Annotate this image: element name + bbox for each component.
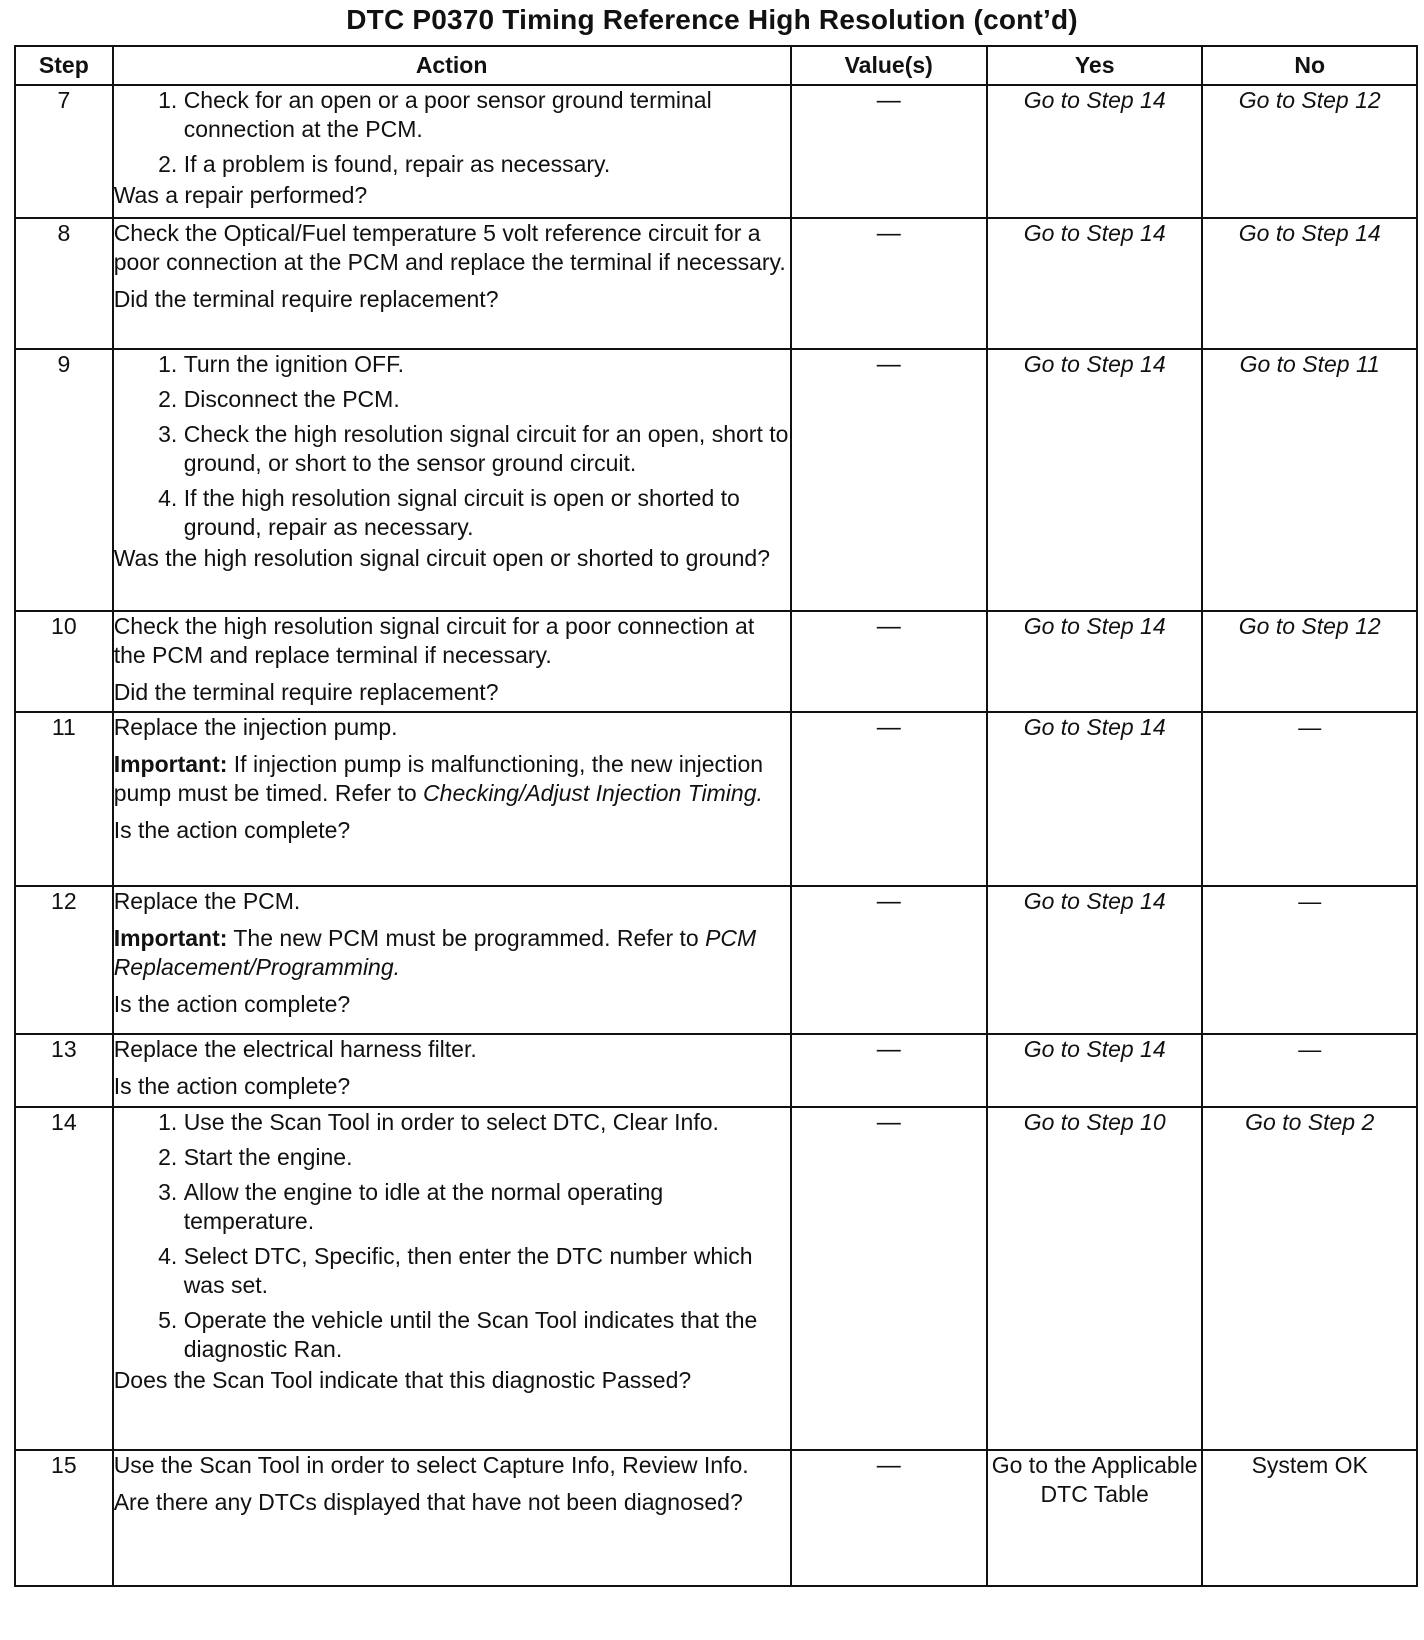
important-label: Important:: [113, 751, 228, 777]
action-cell: [113, 85, 791, 218]
substep: 4. Select DTC, Specific, then enter the DTC number which was set.: [184, 1242, 790, 1300]
substep: 3. Check the high resolution signal circuit for an open, short to ground, or short to the sensor ground circuit.: [184, 420, 790, 478]
action-cell: [113, 349, 791, 611]
no-cell: System OK: [1202, 1450, 1417, 1586]
header-step: Step: [15, 46, 113, 85]
diagnostic-table: [14, 45, 1418, 1587]
action-question: Was the high resolution signal circuit open or shorted to ground?: [113, 545, 770, 571]
yes-cell: Go to Step 14: [987, 85, 1203, 218]
table-row: [15, 1107, 1417, 1450]
no-cell: Go to Step 11: [1202, 349, 1417, 611]
yes-cell: Go to Step 10: [987, 1107, 1203, 1450]
action-question: Did the terminal require replacement?: [113, 679, 499, 705]
value-cell: —: [791, 1107, 987, 1450]
action-question: Is the action complete?: [113, 991, 351, 1017]
header-yes: Yes: [987, 46, 1203, 85]
action-text: Check the Optical/Fuel temperature 5 volt reference circuit for a poor connection at the PCM and replace the terminal if necessary.: [113, 220, 786, 275]
table-row: [15, 712, 1417, 886]
action-text: Use the Scan Tool in order to select Capture Info, Review Info.: [113, 1452, 749, 1478]
important-text: The new PCM must be programmed. Refer to: [227, 925, 706, 951]
yes-cell: Go to Step 14: [987, 611, 1203, 712]
important-label: Important:: [113, 925, 228, 951]
substep: 1. Use the Scan Tool in order to select DTC, Clear Info.: [184, 1108, 790, 1137]
step-number: 9: [15, 349, 113, 611]
step-number: 8: [15, 218, 113, 349]
substep-list: [114, 350, 790, 542]
page-title: DTC P0370 Timing Reference High Resolution (cont’d): [346, 4, 1078, 35]
header-action: Action: [113, 46, 791, 85]
substep: 5. Operate the vehicle until the Scan Tool indicates that the diagnostic Ran.: [184, 1306, 790, 1364]
step-number: 14: [15, 1107, 113, 1450]
action-cell: [113, 218, 791, 349]
table-row: [15, 611, 1417, 712]
value-cell: —: [791, 349, 987, 611]
step-number: 13: [15, 1034, 113, 1107]
step-number: 11: [15, 712, 113, 886]
action-question: Did the terminal require replacement?: [113, 286, 499, 312]
substep-list: [114, 1108, 790, 1364]
value-cell: —: [791, 1034, 987, 1107]
action-cell: [113, 1107, 791, 1450]
action-cell: [113, 611, 791, 712]
action-cell: [113, 1450, 791, 1586]
step-number: 12: [15, 886, 113, 1034]
value-cell: —: [791, 85, 987, 218]
action-cell: [113, 886, 791, 1034]
yes-cell: Go to the Applicable DTC Table: [987, 1450, 1203, 1586]
value-cell: —: [791, 886, 987, 1034]
no-cell: Go to Step 12: [1202, 85, 1417, 218]
action-question: Are there any DTCs displayed that have not been diagnosed?: [113, 1489, 743, 1515]
action-text: Replace the electrical harness filter.: [113, 1036, 477, 1062]
header-no: No: [1202, 46, 1417, 85]
header-values: Value(s): [791, 46, 987, 85]
action-question: Does the Scan Tool indicate that this diagnostic Passed?: [113, 1367, 692, 1393]
no-cell: Go to Step 14: [1202, 218, 1417, 349]
substep: 1. Check for an open or a poor sensor ground terminal connection at the PCM.: [184, 86, 790, 144]
action-question: Is the action complete?: [113, 817, 351, 843]
important-reference: Checking/Adjust Injection Timing.: [423, 780, 763, 806]
action-text: Replace the PCM.: [113, 888, 301, 914]
step-number: 10: [15, 611, 113, 712]
action-question: Was a repair performed?: [113, 182, 368, 208]
value-cell: —: [791, 218, 987, 349]
yes-cell: Go to Step 14: [987, 886, 1203, 1034]
table-row: [15, 85, 1417, 218]
substep: 1. Turn the ignition OFF.: [184, 350, 790, 379]
no-cell: —: [1202, 712, 1417, 886]
action-text: Check the high resolution signal circuit for a poor connection at the PCM and replace terminal if necessary.: [113, 613, 755, 668]
table-row: [15, 1450, 1417, 1586]
important-reference: PCM Replacement/Programming.: [113, 925, 757, 980]
substep: 2. If a problem is found, repair as necessary.: [184, 150, 790, 179]
table-row: [15, 1034, 1417, 1107]
important-note: [114, 924, 790, 982]
value-cell: —: [791, 712, 987, 886]
step-number: 7: [15, 85, 113, 218]
no-cell: Go to Step 2: [1202, 1107, 1417, 1450]
substep: 3. Allow the engine to idle at the normal operating temperature.: [184, 1178, 790, 1236]
substep: 2. Disconnect the PCM.: [184, 385, 790, 414]
substep-list: [114, 86, 790, 179]
important-note: [114, 750, 790, 808]
table-row: [15, 218, 1417, 349]
no-cell: —: [1202, 886, 1417, 1034]
yes-cell: Go to Step 14: [987, 218, 1203, 349]
yes-cell: Go to Step 14: [987, 349, 1203, 611]
yes-cell: Go to Step 14: [987, 1034, 1203, 1107]
substep: 2. Start the engine.: [184, 1143, 790, 1172]
value-cell: —: [791, 611, 987, 712]
no-cell: Go to Step 12: [1202, 611, 1417, 712]
action-cell: [113, 712, 791, 886]
header-row: [15, 46, 1417, 85]
step-number: 15: [15, 1450, 113, 1586]
table-row: [15, 886, 1417, 1034]
substep: 4. If the high resolution signal circuit is open or shorted to ground, repair as necessary.: [184, 484, 790, 542]
action-text: Replace the injection pump.: [113, 714, 398, 740]
table-row: [15, 349, 1417, 611]
value-cell: —: [791, 1450, 987, 1586]
action-cell: [113, 1034, 791, 1107]
action-question: Is the action complete?: [113, 1073, 351, 1099]
yes-cell: Go to Step 14: [987, 712, 1203, 886]
important-text: If injection pump is malfunctioning, the new injection pump must be timed. Refer to: [113, 751, 764, 806]
no-cell: —: [1202, 1034, 1417, 1107]
